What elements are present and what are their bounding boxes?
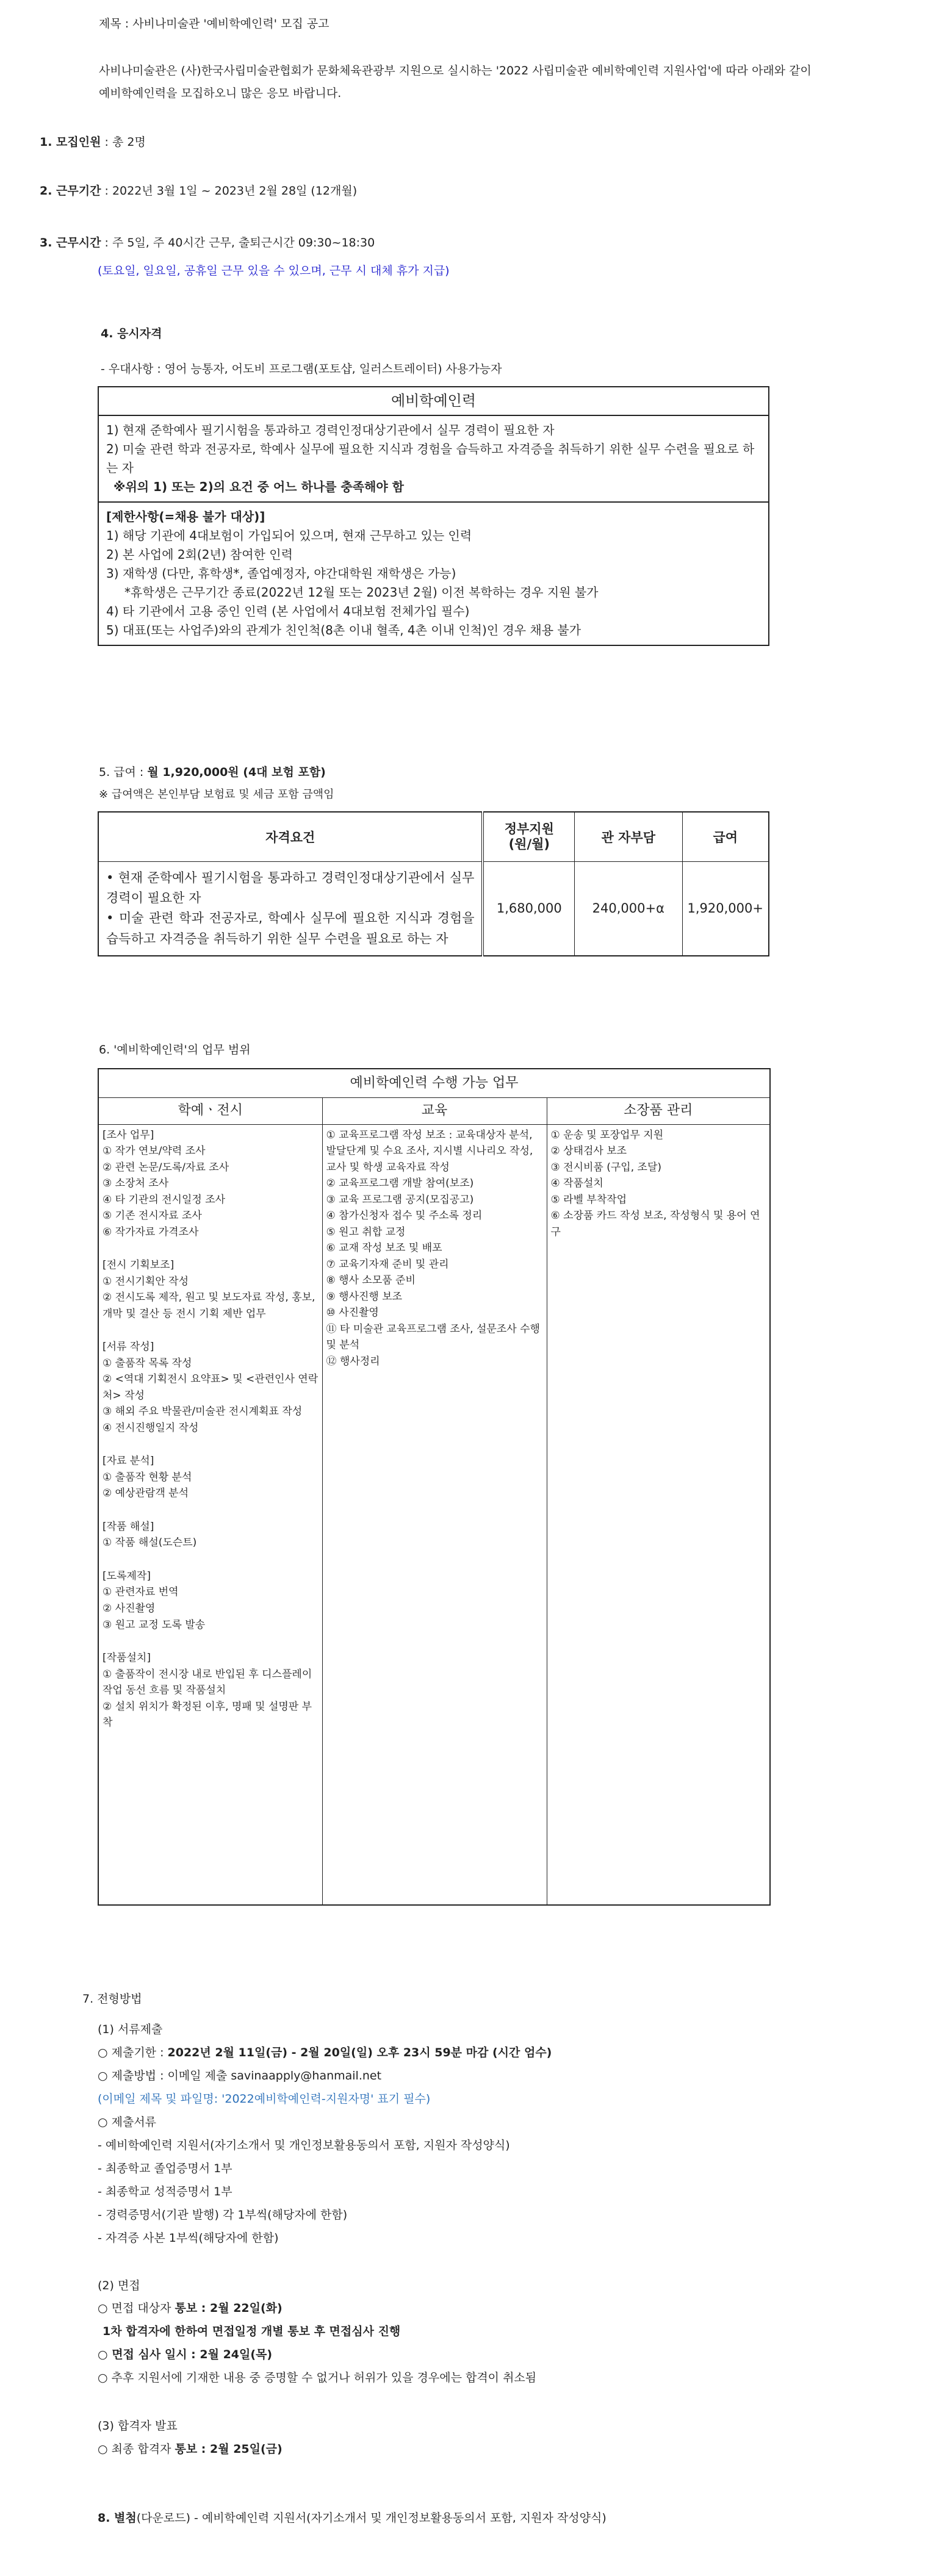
deadline-value: 2022년 2월 11일(금) - 2월 20일(일) 오후 23시 59분 마감 (시간 엄수) bbox=[167, 2046, 552, 2059]
education-duty-item: ⑥ 교재 작성 보조 및 배포 bbox=[326, 1242, 442, 1255]
salary-col-requirement: 자격요건 bbox=[98, 812, 483, 862]
document-item-1: - 예비학예인력 지원서(자기소개서 및 개인정보활용동의서 포함, 지원자 작성양식) bbox=[98, 2139, 510, 2152]
restriction-3: 3) 재학생 (다만, 휴학생*, 졸업예정자, 야간대학원 재학생은 가능) bbox=[106, 566, 456, 581]
hours-value: : 주 5일, 주 40시간 근무, 출퇴근시간 09:30~18:30 bbox=[101, 236, 375, 249]
salary-self-cell: 240,000+α bbox=[575, 862, 682, 956]
duties-col-education: 교육 bbox=[322, 1098, 547, 1124]
curatorial-duty-item: ② <역대 기획전시 요약표> 및 <관련인사 연락처> 작성 bbox=[103, 1373, 319, 1402]
spacer bbox=[103, 1240, 319, 1257]
attachment-label: 8. 별첨 bbox=[98, 2511, 137, 2525]
interview-title: (2) 면접 bbox=[98, 2279, 140, 2292]
deadline-prefix: ○ 제출기한 : bbox=[98, 2046, 168, 2059]
salary-pay-cell: 1,920,000+ bbox=[682, 862, 769, 956]
spacer bbox=[103, 1322, 319, 1339]
interview-notice bbox=[98, 2302, 283, 2316]
collection-duty-item: ③ 전시비품 (구입, 조달) bbox=[550, 1161, 661, 1174]
education-duty-item: ⑪ 타 미술관 교육프로그램 조사, 설문조사 수행 및 분석 bbox=[326, 1322, 540, 1352]
salary-col-self: 관 자부담 bbox=[575, 812, 682, 862]
restriction-title: [제한사항(=채용 불가 대상)] bbox=[106, 509, 265, 525]
result-date: 통보 : 2월 25일(금) bbox=[175, 2442, 283, 2456]
interview-notice-date: 통보 : 2월 22일(화) bbox=[175, 2302, 283, 2315]
document-item-5: - 자격증 사본 1부씩(해당자에 한함) bbox=[98, 2231, 279, 2245]
section-work-period bbox=[40, 184, 357, 198]
collection-duty-item: ① 운송 및 포장업무 지원 bbox=[550, 1128, 664, 1141]
curatorial-duty-item: ③ 소장처 조사 bbox=[103, 1177, 169, 1190]
collection-duty-item: ② 상태검사 보조 bbox=[550, 1145, 627, 1158]
attachment-link[interactable]: (다운로드) - 예비학예인력 지원서(자기소개서 및 개인정보활용동의서 포함, 지원자 작성양식) bbox=[136, 2511, 607, 2525]
spacer bbox=[103, 1633, 319, 1650]
recruit-value: : 총 2명 bbox=[101, 135, 146, 149]
deadline-line bbox=[98, 2046, 552, 2060]
document-item-4: - 경력증명서(기관 발행) 각 1부씩(해당자에 한함) bbox=[98, 2208, 348, 2222]
interview-date: ○ 면접 심사 일시 : 2월 24일(목) bbox=[98, 2348, 273, 2361]
section-eligibility: 4. 응시자격 bbox=[101, 327, 162, 340]
hours-label: 3. 근무시간 bbox=[40, 236, 101, 249]
restriction-4: 4) 타 기관에서 고용 중인 인력 (본 사업에서 4대보험 전체가입 필수) bbox=[106, 604, 470, 619]
duties-collection-list bbox=[547, 1124, 770, 1905]
notice-title: 제목 : 사비나미술관 '예비학예인력' 모집 공고 bbox=[99, 17, 329, 30]
duties-table bbox=[98, 1068, 771, 1906]
document-item-2: - 최종학교 졸업증명서 1부 bbox=[98, 2162, 232, 2175]
curatorial-duty-item: ④ 전시진행일지 작성 bbox=[103, 1421, 199, 1434]
curatorial-duty-item: ① 작가 연보/약력 조사 bbox=[103, 1145, 206, 1158]
eligibility-requirements bbox=[98, 415, 769, 502]
curatorial-duty-item: [도록제작] bbox=[103, 1570, 151, 1582]
intro-line-1: 사비나미술관은 (사)한국사립미술관협회가 문화체육관광부 지원으로 실시하는 '2022 사립미술관 예비학예인력 지원사업'에 따라 아래와 같이 bbox=[99, 64, 812, 77]
education-duty-item: ③ 교육 프로그램 공지(모집공고) bbox=[326, 1193, 474, 1206]
curatorial-duty-item: [서류 작성] bbox=[103, 1341, 154, 1354]
curatorial-duty-item: ① 전시기획안 작성 bbox=[103, 1275, 189, 1288]
education-duty-item: ② 교육프로그램 개발 참여(보조) bbox=[326, 1177, 474, 1190]
requirement-1: 1) 현재 준학예사 필기시험을 통과하고 경력인정대상기관에서 실무 경력이 필요한 자 bbox=[106, 423, 555, 438]
education-duty-item: ⑩ 사진촬영 bbox=[326, 1307, 379, 1319]
requirement-note: ※위의 1) 또는 2)의 요건 중 어느 하나를 충족해야 함 bbox=[113, 479, 404, 495]
education-duty-item: ⑨ 행사진행 보조 bbox=[326, 1290, 403, 1303]
curatorial-duty-item: ⑥ 작가자료 가격조사 bbox=[103, 1225, 199, 1238]
curatorial-duty-item: [자료 분석] bbox=[103, 1455, 154, 1468]
curatorial-duty-item: ① 출품작이 전시장 내로 반입된 후 디스플레이 작업 동선 흐름 및 작품설치 bbox=[103, 1668, 312, 1697]
section-salary bbox=[99, 766, 326, 780]
salary-label: 5. 급여 : bbox=[99, 766, 148, 779]
section-selection: 7. 전형방법 bbox=[82, 1992, 142, 2006]
section-work-hours bbox=[40, 236, 375, 250]
curatorial-duty-item: [조사 업무] bbox=[103, 1128, 154, 1141]
duties-col-collection: 소장품 관리 bbox=[547, 1098, 770, 1124]
curatorial-duty-item: ③ 원고 교정 도록 발송 bbox=[103, 1618, 206, 1631]
spacer bbox=[103, 1502, 319, 1519]
restriction-1: 1) 해당 기관에 4대보험이 가입되어 있으며, 현재 근무하고 있는 인력 bbox=[106, 528, 472, 544]
period-value: : 2022년 3월 1일 ~ 2023년 2월 28일 (12개월) bbox=[101, 184, 358, 198]
salary-value: 월 1,920,000원 (4대 보험 포함) bbox=[147, 766, 326, 779]
email-title-note: (이메일 제목 및 파일명: '2022예비학예인력-지원자명' 표기 필수) bbox=[98, 2092, 431, 2106]
salary-col-gov: 정부지원 (원/월) bbox=[483, 812, 574, 862]
curatorial-duty-item: ① 출품작 현황 분석 bbox=[103, 1471, 192, 1484]
result-notice bbox=[98, 2442, 283, 2456]
education-duty-item: ⑧ 행사 소모품 준비 bbox=[326, 1274, 416, 1287]
salary-col-pay: 급여 bbox=[682, 812, 769, 862]
curatorial-duty-item: ① 출품작 목록 작성 bbox=[103, 1357, 192, 1369]
curatorial-duty-item: [작품 해설] bbox=[103, 1520, 154, 1533]
documents-list-title: ○ 제출서류 bbox=[98, 2115, 157, 2129]
curatorial-duty-item: [작품설치] bbox=[103, 1652, 151, 1665]
intro-line-2: 예비학예인력을 모집하오니 많은 응모 바랍니다. bbox=[99, 87, 342, 100]
education-duty-item: ⑫ 행사정리 bbox=[326, 1355, 380, 1368]
result-title: (3) 합격자 발표 bbox=[98, 2419, 178, 2433]
submit-method: ○ 제출방법 : 이메일 제출 savinaapply@hanmail.net bbox=[98, 2069, 382, 2083]
collection-duty-item: ⑥ 소장품 카드 작성 보조, 작성형식 및 용어 연구 bbox=[550, 1210, 760, 1238]
curatorial-duty-item: ③ 해외 주요 박물관/미술관 전시계획표 작성 bbox=[103, 1405, 303, 1418]
education-duty-item: ⑦ 교육기자재 준비 및 관리 bbox=[326, 1258, 449, 1271]
curatorial-duty-item: ② 전시도록 제작, 원고 및 보도자료 작성, 홍보, 개막 및 결산 등 전시 기획 제반 업무 bbox=[103, 1291, 315, 1320]
curatorial-duty-item: [전시 기획보조] bbox=[103, 1259, 175, 1272]
curatorial-duty-item: ② 관련 논문/도록/자료 조사 bbox=[103, 1161, 229, 1174]
curatorial-duty-item: ④ 타 기관의 전시일정 조사 bbox=[103, 1193, 226, 1206]
collection-duty-item: ⑤ 라벨 부착작업 bbox=[550, 1193, 627, 1206]
curatorial-duty-item: ① 관련자료 번역 bbox=[103, 1586, 179, 1599]
interview-notice-prefix: ○ 면접 대상자 bbox=[98, 2302, 175, 2315]
duties-table-header: 예비학예인력 수행 가능 업무 bbox=[98, 1069, 770, 1098]
documents-title: (1) 서류제출 bbox=[98, 2023, 163, 2036]
duties-education-list bbox=[322, 1124, 547, 1905]
salary-note: ※ 급여액은 본인부담 보험료 및 세금 포함 금액임 bbox=[99, 788, 334, 801]
education-duty-item: ④ 참가신청자 접수 및 주소록 정리 bbox=[326, 1210, 483, 1222]
education-duty-item: ⑤ 원고 취합 교정 bbox=[326, 1225, 406, 1238]
document-item-3: - 최종학교 성적증명서 1부 bbox=[98, 2185, 232, 2198]
curatorial-duty-item: ② 예상관람객 분석 bbox=[103, 1487, 189, 1500]
collection-duty-item: ④ 작품설치 bbox=[550, 1177, 603, 1190]
eligibility-table bbox=[98, 386, 769, 646]
duties-col-curatorial: 학예ㆍ전시 bbox=[98, 1098, 322, 1124]
spacer bbox=[103, 1436, 319, 1453]
interview-process: 1차 합격자에 한하여 면접일정 개별 통보 후 면접심사 진행 bbox=[103, 2325, 401, 2338]
restriction-5: 5) 대표(또는 사업주)와의 관계가 친인척(8촌 이내 혈족, 4촌 이내 인척)인 경우 채용 불가 bbox=[106, 623, 581, 638]
salary-table bbox=[98, 811, 769, 956]
hours-note: (토요일, 일요일, 공휴일 근무 있을 수 있으며, 근무 시 대체 휴가 지급) bbox=[98, 264, 450, 278]
eligibility-table-header: 예비학예인력 bbox=[98, 387, 769, 415]
section-duties: 6. '예비학예인력'의 업무 범위 bbox=[99, 1043, 251, 1057]
salary-gov-cell: 1,680,000 bbox=[483, 862, 574, 956]
section-recruit-count bbox=[40, 135, 146, 149]
restriction-3-note: *휴학생은 근무기간 종료(2022년 12월 또는 2023년 2월) 이전 복학하는 경우 지원 불가 bbox=[124, 585, 599, 600]
curatorial-duty-item: ② 사진촬영 bbox=[103, 1602, 156, 1615]
interview-warning: ○ 추후 지원서에 기재한 내용 중 증명할 수 없거나 허위가 있을 경우에는 합격이 취소됨 bbox=[98, 2371, 537, 2384]
recruit-label: 1. 모집인원 bbox=[40, 135, 101, 149]
curatorial-duty-item: ⑤ 기존 전시자료 조사 bbox=[103, 1210, 202, 1222]
requirement-2: 2) 미술 관련 학과 전공자로, 학예사 실무에 필요한 지식과 경험을 습득하고 자격증을 취득하기 위한 실무 수련을 필요로 하는 자 bbox=[106, 442, 755, 476]
curatorial-duty-item: ② 설치 위치가 확정된 이후, 명패 및 설명판 부착 bbox=[103, 1700, 312, 1729]
period-label: 2. 근무기간 bbox=[40, 184, 101, 198]
salary-requirement-cell: • 현재 준학예사 필기시험을 통과하고 경력인정대상기관에서 실무 경력이 필요한 자 • 미술 관련 학과 전공자로, 학예사 실무에 필요한 지식과 경험을 습득하고 자격증을 취득하기 위한 실무 수련을 필요로 하는 자 bbox=[98, 862, 483, 956]
eligibility-restrictions bbox=[98, 502, 769, 645]
curatorial-duty-item: ① 작품 해설(도슨트) bbox=[103, 1537, 197, 1549]
duties-curatorial-list bbox=[98, 1124, 322, 1905]
section-attachment bbox=[98, 2511, 607, 2525]
restriction-2: 2) 본 사업에 2회(2년) 참여한 인력 bbox=[106, 547, 293, 562]
spacer bbox=[103, 1551, 319, 1568]
result-prefix: ○ 최종 합격자 bbox=[98, 2442, 175, 2456]
preference-line: - 우대사항 : 영어 능통자, 어도비 프로그램(포토샵, 일러스트레이터) 사용가능자 bbox=[101, 362, 502, 376]
education-duty-item: ① 교육프로그램 작성 보조 : 교육대상자 분석, 발달단계 및 수요 조사, 지시별 시나리오 작성, 교사 및 학생 교육자료 작성 bbox=[326, 1128, 533, 1174]
